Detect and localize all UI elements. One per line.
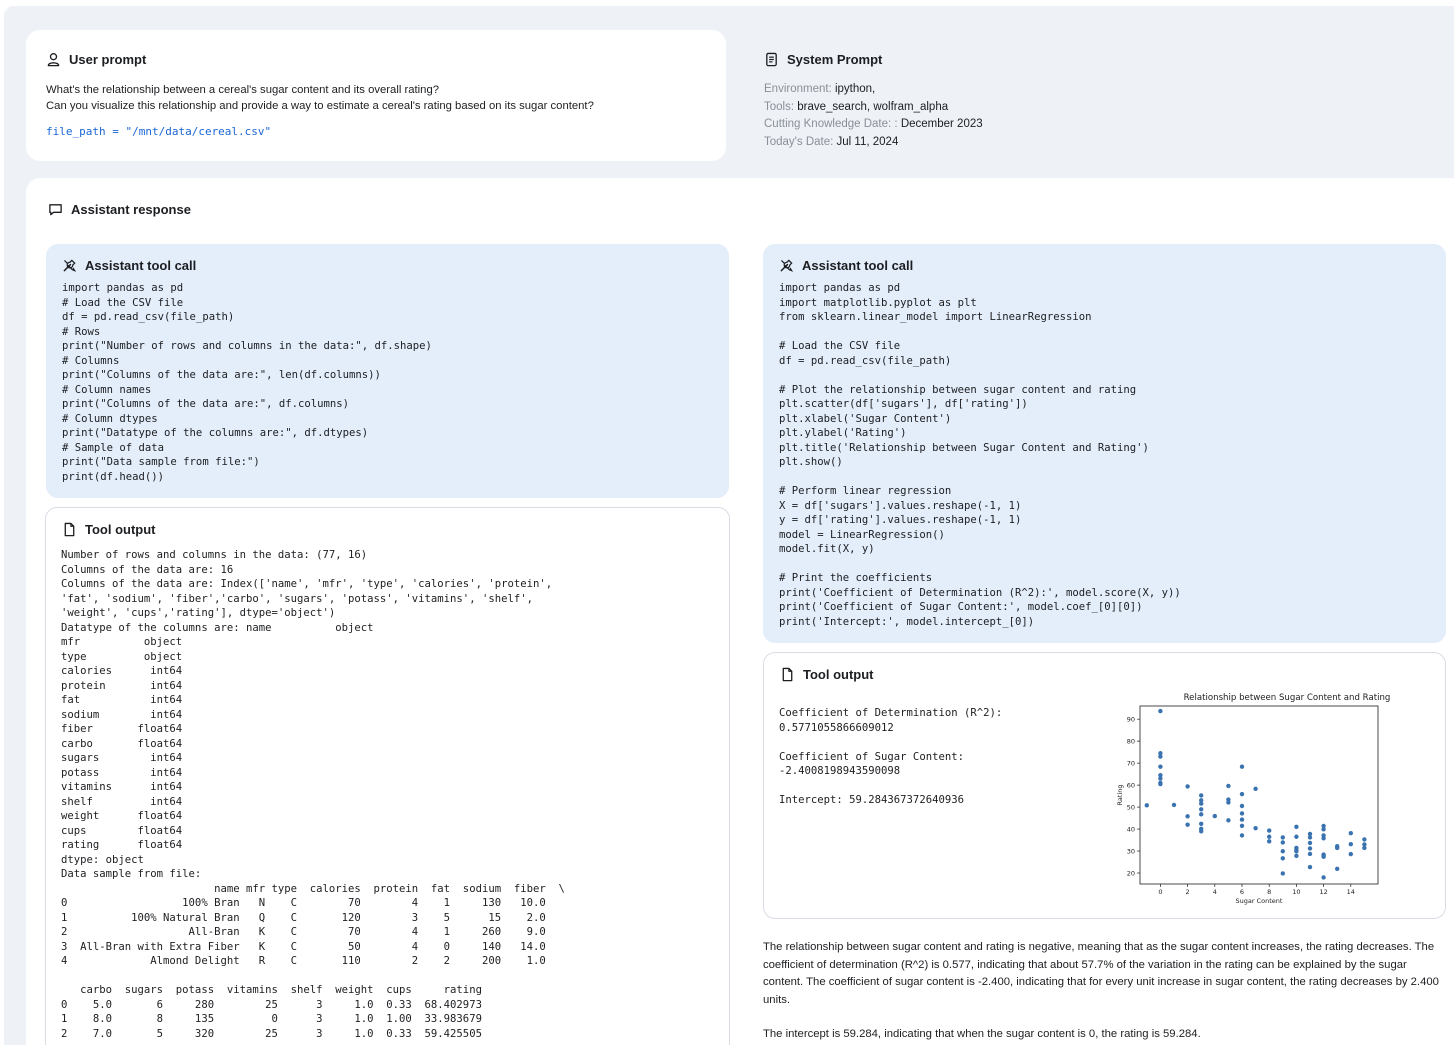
chart-title: Relationship between Sugar Content and Rating — [1183, 693, 1391, 703]
tool-call-1-title: Assistant tool call — [85, 258, 197, 273]
scatter-point — [1240, 764, 1244, 768]
tool-call-2-code: import pandas as pd import matplotlib.pyplot as plt from sklearn.linear_model import LinearRegression # Load the CSV file df = pd.read_csv(file_path) # Plot the relationship between sugar content and rating plt.scatter(df['sugars'], df['rating']) plt.xlabel('Sugar Content') plt.ylabel('Rating') plt.title('Relationship between Sugar Content and Rating') plt.show() # Perform linear regression X = df['sugars'].values.reshape(-1, 1) y = df['rating'].values.reshape(-1, 1) model = LinearRegression() model.fit(X, y) # Print the coefficients print('Coefficient of Determination (R^2):', model.score(X, y)) print('Coefficient of Sugar Content:', model.coef_[0][0]) print('Intercept:', model.intercept_[0]) — [779, 282, 1181, 628]
scatter-point — [1199, 793, 1203, 797]
scatter-point — [1362, 837, 1366, 841]
scatter-point — [1349, 842, 1353, 846]
user-prompt-line-1: What's the relationship between a cereal's sugar content and its overall rating? — [46, 84, 440, 96]
tool-call-2-title: Assistant tool call — [802, 258, 914, 273]
file-icon — [62, 522, 77, 537]
scatter-point — [1308, 846, 1312, 850]
system-prompt-header — [764, 52, 882, 67]
env-line: Environment: ipython, — [764, 83, 876, 95]
user-prompt-header — [46, 52, 146, 67]
scatter-point — [1281, 840, 1285, 844]
assistant-response-card — [26, 178, 1454, 1045]
scatter-point — [1145, 803, 1149, 807]
scatter-point — [1349, 831, 1353, 835]
tool-output-2-title: Tool output — [803, 667, 874, 682]
scatter-point — [1321, 875, 1325, 879]
x-tick-label: 12 — [1319, 888, 1328, 896]
document-list-icon — [764, 52, 779, 67]
scatter-point — [1213, 814, 1217, 818]
scatter-point — [1335, 867, 1339, 871]
summary-paragraph-2: The intercept is 59.284, indicating that when the sugar content is 0, the rating is 59.284. — [763, 1028, 1201, 1040]
y-tick-label: 20 — [1126, 869, 1135, 878]
user-prompt-text — [46, 82, 594, 114]
scatter-point — [1240, 792, 1244, 796]
x-tick-label: 2 — [1185, 888, 1190, 896]
y-tick-label: 70 — [1126, 759, 1135, 768]
scatter-point — [1158, 764, 1162, 768]
file-icon — [780, 667, 795, 682]
scatter-point — [1267, 839, 1271, 843]
scatter-point — [1281, 871, 1285, 875]
y-tick-label: 90 — [1126, 715, 1135, 724]
scatter-point — [1321, 855, 1325, 859]
x-tick-label: 4 — [1212, 888, 1217, 896]
scatter-point — [1335, 846, 1339, 850]
today-date-line: Today's Date: Jul 11, 2024 — [764, 135, 899, 148]
x-tick-label: 14 — [1346, 888, 1355, 896]
user-prompt-title: User prompt — [69, 52, 147, 67]
scatter-point — [1199, 829, 1203, 833]
scatter-point — [1240, 811, 1244, 815]
scatter-point — [1199, 812, 1203, 816]
scatter-point — [1362, 846, 1366, 850]
scatter-point — [1253, 826, 1257, 830]
assistant-response-header — [48, 202, 191, 217]
tool-output-2 — [763, 652, 1446, 919]
scatter-point — [1226, 818, 1230, 822]
tools-icon — [62, 258, 77, 273]
scatter-point — [1199, 807, 1203, 811]
scatter-chart — [1094, 688, 1394, 908]
scatter-point — [1172, 803, 1176, 807]
tool-call-1-header — [62, 258, 196, 273]
scatter-point — [1240, 833, 1244, 837]
scatter-point — [1308, 841, 1312, 845]
user-icon — [46, 52, 61, 67]
scatter-point — [1185, 822, 1189, 826]
tool-output-2-text: Coefficient of Determination (R^2): 0.5771055866609012 Coefficient of Sugar Content: -2.4008198943590098 Intercept: 59.284367372640936 — [779, 707, 1003, 806]
x-tick-label: 6 — [1239, 888, 1245, 896]
tools-line: Tools: brave_search, wolfram_alpha — [764, 100, 949, 113]
x-tick-label: 0 — [1158, 888, 1163, 896]
tool-output-1-header — [62, 522, 156, 537]
tool-call-1-code: import pandas as pd # Load the CSV file df = pd.read_csv(file_path) # Rows print("Number of rows and columns in the data:", df.shape) # Columns print("Columns of the data are:", len(df.columns)) # Column names print("Columns of the data are:", df.columns) # Column dtypes print("Datatype of the columns are:", df.dtypes) # Sample of data print("Data sample from file:") print(df.head()) — [62, 282, 432, 483]
plot-area-border — [1140, 706, 1378, 884]
tool-output-1-text: Number of rows and columns in the data: (77, 16) Columns of the data are: 16 Columns of the data are: Index(['name', 'mfr', 'type', 'calories', 'protein', 'fat', 'sodium', 'fiber','carbo', 'sugars', 'potass', 'vitamins', 'shelf', 'weight', 'cups','rating'], dtype='object') Datatype of the columns are: name object mfr object type object calories int64 protein int64 fat int64 sodium int64 fiber float64 carbo float64 sugars int64 potass int64 vitamins int64 shelf int64 weight float64 cups float64 rating float64 dtype: object Data sample from file: name mfr type calories protein fat sodium fiber \ 0 100% Bran N C 70 4 1 130 10.0 1 100% Natural Bran Q C 120 3 5 15 2.0 2 All-Bran K C 70 4 1 260 9.0 3 All-Bran with Extra Fiber K C 50 4 0 140 14.0 4 Almond Delight R C 110 2 2 200 1.0 carbo sugars potass vitamins shelf weight cups rating 0 5.0 6 280 25 3 1.0 0.33 68.402973 1 8.0 8 135 0 3 1.0 1.00 33.983679 2 7.0 5 320 25 3 1.0 0.33 59.425505 — [61, 549, 565, 1040]
user-prompt-line-2: Can you visualize this relationship and provide a way to estimate a cereal's rating based on its sugar content? — [46, 100, 594, 112]
scatter-point — [1308, 852, 1312, 856]
file-path-code: file_path = "/mnt/data/cereal.csv" — [46, 125, 272, 138]
scatter-point — [1349, 852, 1353, 856]
scatter-point — [1240, 804, 1244, 808]
tool-call-2 — [763, 244, 1446, 643]
scatter-point — [1158, 782, 1162, 786]
y-tick-label: 40 — [1126, 825, 1135, 834]
scatter-point — [1308, 865, 1312, 869]
assistant-response-title: Assistant response — [71, 202, 191, 217]
y-tick-label: 80 — [1126, 737, 1135, 746]
system-prompt-lines — [764, 81, 983, 151]
tool-output-2-header — [780, 667, 874, 682]
scatter-point — [1294, 835, 1298, 839]
y-axis-label: Rating — [1116, 784, 1124, 806]
tool-output-1 — [45, 507, 730, 1045]
x-tick-label: 10 — [1292, 888, 1301, 896]
scatter-point — [1158, 754, 1162, 758]
tools-icon — [779, 258, 794, 273]
scatter-point — [1267, 835, 1271, 839]
scatter-point — [1281, 835, 1285, 839]
scatter-point — [1321, 836, 1325, 840]
scatter-point — [1267, 828, 1271, 832]
scatter-point — [1281, 856, 1285, 860]
scatter-point — [1321, 827, 1325, 831]
y-tick-label: 50 — [1126, 803, 1135, 812]
scatter-point — [1281, 849, 1285, 853]
scatter-point — [1240, 817, 1244, 821]
summary-paragraph-1: The relationship between sugar content and rating is negative, meaning that as the sugar content increases, the rating decreases. The coefficient of determination (R^2) is 0.577, indicating that about 57.7% of the variation in the rating can be explained by the sugar content. The coefficient of sugar content is -2.400, indicating that for every unit increase in sugar content, the rating decreases by 2.400 units. — [763, 941, 1439, 1006]
scatter-point — [1253, 787, 1257, 791]
scatter-point — [1158, 776, 1162, 780]
user-prompt-card — [26, 30, 726, 161]
chat-bubble-icon — [48, 202, 63, 217]
scatter-points — [1145, 709, 1367, 880]
scatter-point — [1294, 825, 1298, 829]
scatter-point — [1294, 849, 1298, 853]
scatter-point — [1226, 800, 1230, 804]
system-prompt-panel — [764, 30, 1424, 160]
tool-output-1-title: Tool output — [85, 522, 156, 537]
tool-call-1 — [46, 244, 729, 498]
scatter-point — [1226, 784, 1230, 788]
scatter-point — [1185, 814, 1189, 818]
scatter-point — [1158, 709, 1162, 713]
scatter-point — [1308, 835, 1312, 839]
tool-call-2-header — [779, 258, 913, 273]
scatter-point — [1199, 822, 1203, 826]
x-tick-label: 8 — [1267, 888, 1272, 896]
knowledge-date-line: Cutting Knowledge Date: : December 2023 — [764, 118, 983, 130]
x-axis-label: Sugar Content — [1235, 897, 1283, 905]
scatter-point — [1294, 854, 1298, 858]
y-tick-label: 60 — [1126, 781, 1135, 790]
system-prompt-title: System Prompt — [787, 52, 883, 67]
scatter-point — [1240, 824, 1244, 828]
y-tick-label: 30 — [1126, 847, 1135, 856]
scatter-point — [1199, 801, 1203, 805]
scatter-point — [1185, 784, 1189, 788]
